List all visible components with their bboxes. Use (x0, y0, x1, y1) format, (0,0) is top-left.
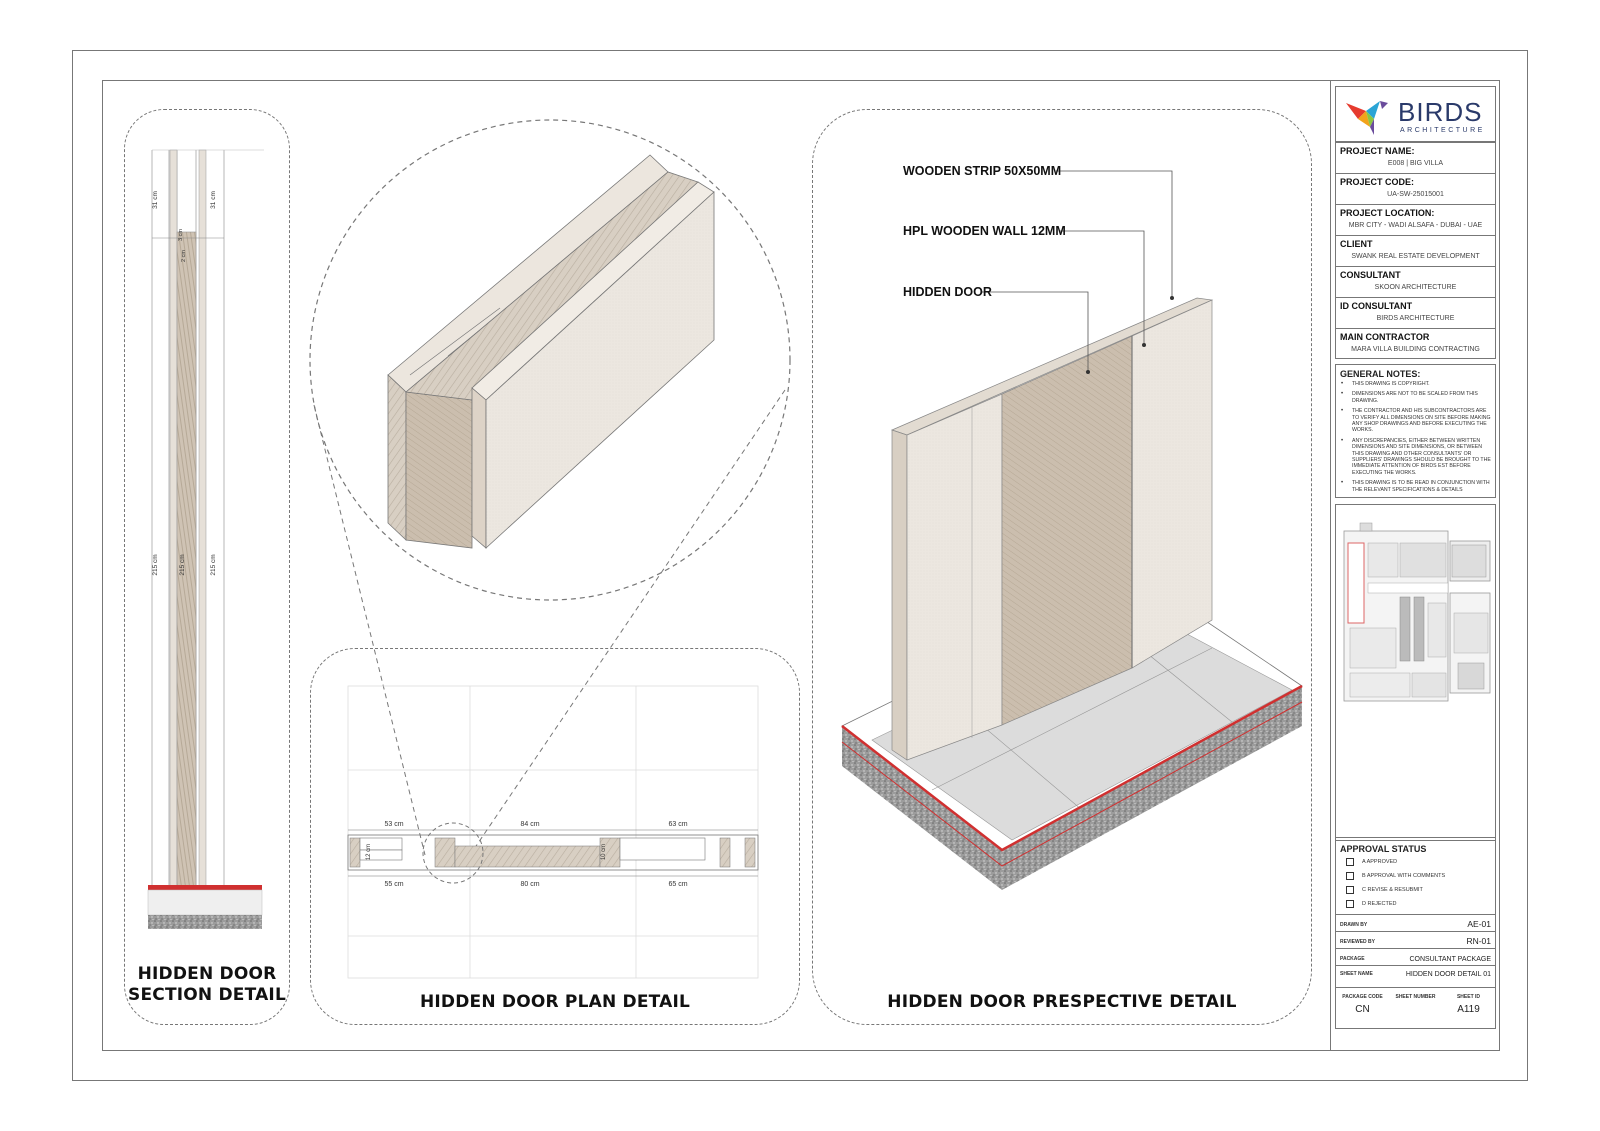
meta-label: SHEET NAME (1340, 971, 1373, 977)
logo-box (1335, 86, 1496, 142)
meta-label: PACKAGE (1340, 956, 1365, 962)
info-label: PROJECT CODE: (1340, 177, 1415, 187)
meta-label: REVIEWED BY (1340, 939, 1376, 945)
general-note: • ANY DISCREPANCIES, EITHER BETWEEN WRITTEN DIMENSIONS AND SITE DIMENSIONS, OR BETWEEN THIS DRAWING AND OTHER CONSULTANTS' OR SUPPLIERS' DRAWINGS SHOULD BE BROUGHT TO THE IMMEDIATE ATTENTION OF BIRDS EST BEFORE EXECUTING THE WORKS. (1352, 438, 1491, 476)
meta-value: CONSULTANT PACKAGE (1409, 956, 1491, 963)
info-value: SKOON ARCHITECTURE (1374, 284, 1457, 291)
plan-dim-bot-mid: 80 cm (520, 881, 540, 888)
plan-dim-thick-right: 10 cm (601, 843, 607, 861)
general-notes-title: GENERAL NOTES: (1340, 369, 1421, 379)
meta-value: A119 (1457, 1004, 1480, 1015)
approval-option-with-comments[interactable] (1346, 872, 1495, 880)
approval-option-label: B APPROVAL WITH COMMENTS (1362, 873, 1446, 879)
plan-dim-bot-left: 55 cm (384, 881, 404, 888)
plan-dim-top-right: 63 cm (668, 821, 688, 828)
approval-title: APPROVAL STATUS (1340, 844, 1427, 854)
plan-dim-top-left: 53 cm (384, 821, 404, 828)
section-title-line1: HIDDEN DOOR (137, 964, 277, 984)
perspective-detail-title: HIDDEN DOOR PRESPECTIVE DETAIL (887, 992, 1237, 1012)
key-plan-box (1335, 504, 1496, 841)
info-label: MAIN CONTRACTOR (1340, 332, 1430, 342)
package-code-cell (1336, 988, 1389, 1018)
section-dim-top-left: 31 cm (152, 191, 159, 209)
info-row-project-name (1336, 143, 1495, 174)
checkbox[interactable] (1346, 872, 1354, 880)
info-row-client (1336, 236, 1495, 267)
info-row-consultant (1336, 267, 1495, 298)
meta-value: CN (1355, 1004, 1370, 1015)
meta-value: HIDDEN DOOR DETAIL 01 (1405, 971, 1491, 978)
plan-dim-thick-left: 12 cm (366, 843, 372, 861)
approval-option-label: D REJECTED (1362, 901, 1397, 907)
sheet-number-cell (1389, 988, 1442, 1018)
approval-option-approved[interactable] (1346, 858, 1495, 866)
info-value: MBR CITY - WADI ALSAFA - DUBAI - UAE (1348, 222, 1483, 229)
birds-logo-icon (1344, 97, 1394, 137)
logo-sub: ARCHITECTURE (1400, 127, 1485, 134)
sheet-id-cell (1442, 988, 1495, 1018)
section-title-line2: SECTION DETAIL (128, 985, 286, 1005)
meta-label: SHEET NUMBER (1395, 994, 1436, 1000)
approval-option-label: C REVISE & RESUBMIT (1362, 887, 1423, 893)
key-plan-image (1340, 513, 1492, 713)
info-row-project-code (1336, 174, 1495, 205)
info-row-location (1336, 205, 1495, 236)
label-wooden-strip: WOODEN STRIP 50X50MM (903, 164, 1062, 178)
section-dim-gap: 2 cm (181, 250, 187, 262)
info-row-main-contractor (1336, 329, 1495, 360)
general-note: • THE CONTRACTOR AND HIS SUBCONTRACTORS ARE TO VERIFY ALL DIMENSIONS ON SITE BEFORE MAKING ANY SHOP DRAWINGS AND BEFORE EXECUTING THE WORKS. (1352, 408, 1491, 434)
label-hpl-wall: HPL WOODEN WALL 12MM (903, 224, 1066, 238)
plan-detail-title: HIDDEN DOOR PLAN DETAIL (419, 992, 691, 1012)
meta-value: AE-01 (1467, 919, 1491, 929)
info-label: PROJECT LOCATION: (1340, 208, 1435, 218)
approval-box (1335, 837, 1496, 1029)
info-label: PROJECT NAME: (1340, 146, 1415, 156)
info-value: BIRDS ARCHITECTURE (1376, 315, 1455, 322)
plan-dim-bot-right: 65 cm (668, 881, 688, 888)
plan-detail-drawing (340, 680, 770, 980)
info-row-id-consultant (1336, 298, 1495, 329)
meta-row-package (1336, 948, 1495, 965)
info-value: UA-SW-25015001 (1387, 191, 1444, 198)
plan-dim-top-mid: 84 cm (520, 821, 540, 828)
meta-label: PACKAGE CODE (1342, 994, 1383, 1000)
info-label: ID CONSULTANT (1340, 301, 1413, 311)
section-dim-height-left: 215 cm (152, 554, 159, 576)
general-note: • DIMENSIONS ARE NOT TO BE SCALED FROM THIS DRAWING. (1352, 391, 1491, 404)
meta-label: SHEET ID (1456, 994, 1481, 1000)
logo-name: BIRDS (1398, 97, 1483, 127)
title-block (1330, 80, 1500, 1051)
info-label: CONSULTANT (1340, 270, 1401, 280)
info-value: E008 | BIG VILLA (1387, 160, 1444, 167)
general-notes-box (1335, 364, 1496, 498)
general-note: • THIS DRAWING IS COPYRIGHT. (1352, 381, 1491, 387)
meta-label: DRAWN BY (1340, 922, 1368, 928)
checkbox[interactable] (1346, 858, 1354, 866)
perspective-detail-drawing (812, 150, 1312, 890)
approval-option-rejected[interactable] (1346, 900, 1495, 908)
info-label: CLIENT (1340, 239, 1373, 249)
approval-option-label: A APPROVED (1362, 859, 1398, 865)
checkbox[interactable] (1346, 900, 1354, 908)
general-note: • THIS DRAWING IS TO BE READ IN CONJUNCTION WITH THE RELEVANT SPECIFICATIONS & DETAILS (1352, 480, 1491, 493)
section-dim-top-right: 31 cm (210, 191, 217, 209)
project-info-box (1335, 142, 1496, 359)
meta-value: RN-01 (1466, 936, 1491, 946)
section-dim-height-mid: 215 cm (179, 554, 186, 576)
label-hidden-door: HIDDEN DOOR (903, 285, 992, 299)
info-value: MARA VILLA BUILDING CONTRACTING (1351, 346, 1480, 353)
meta-codes-row (1336, 987, 1495, 1018)
info-value: SWANK REAL ESTATE DEVELOPMENT (1351, 253, 1480, 260)
section-detail-drawing (124, 140, 290, 950)
meta-row-sheet-name (1336, 965, 1495, 987)
meta-row-reviewed-by (1336, 931, 1495, 948)
approval-option-revise[interactable] (1346, 886, 1495, 894)
section-dim-gap2: 3 cm (178, 229, 184, 241)
checkbox[interactable] (1346, 886, 1354, 894)
meta-row-drawn-by (1336, 914, 1495, 931)
section-detail-title (124, 964, 290, 1006)
section-dim-height-right: 215 cm (210, 554, 217, 576)
